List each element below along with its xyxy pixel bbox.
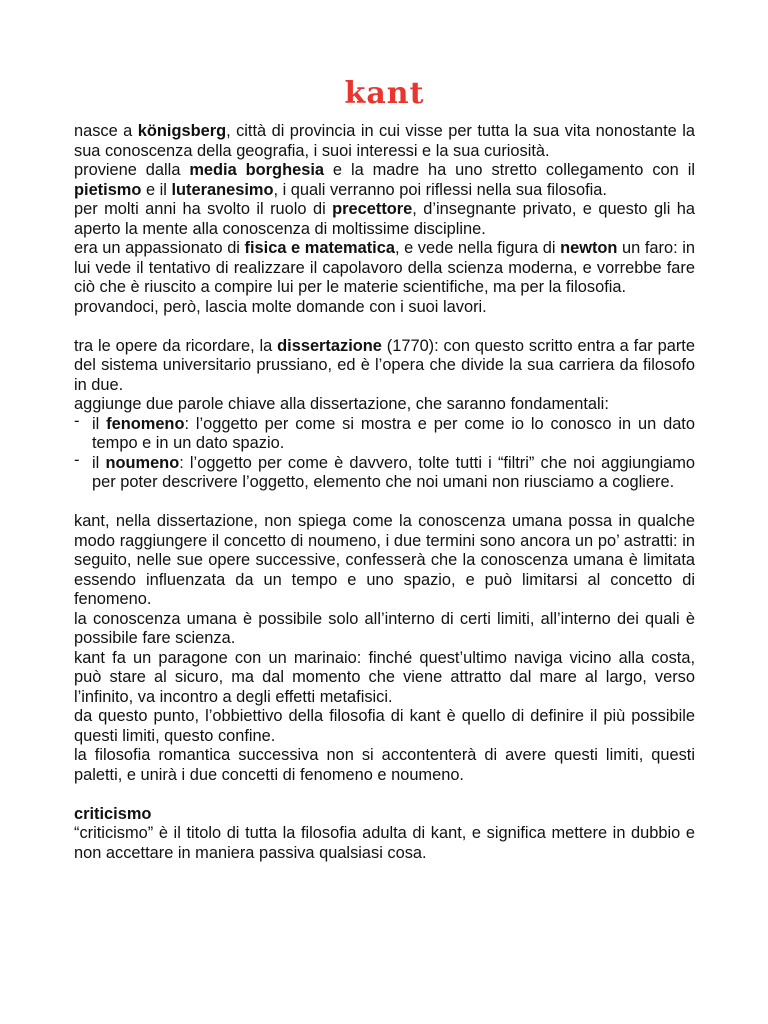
dash-bullet: -: [74, 411, 80, 430]
document-page: [74, 0, 695, 863]
keyword: noumeno: [105, 453, 180, 472]
paragraph-romantic: la filosofia romantica successiva non si accontenterà di avere questi limiti, questi paletti, e unirà i due concetti di fenomeno e noumeno.: [74, 746, 695, 784]
spacer: [74, 493, 695, 513]
keyword: pietismo: [74, 180, 142, 199]
spacer: [74, 785, 695, 805]
keyword: fenomeno: [106, 414, 185, 433]
document-title: kant: [344, 76, 425, 111]
list-item: - il fenomeno: l’oggetto per come si mostra e per come io lo conosco in un dato tempo e in un dato spazio.: [74, 411, 695, 452]
paragraph-sailor: kant fa un paragone con un marinaio: finché quest’ultimo naviga vicino alla costa, può stare al sicuro, ma dal momento che viene attratto dal mare al largo, verso l’infinito, va incontro a degli effetti metafisici.: [74, 648, 695, 706]
paragraph-birth: nasce a königsberg, città di provincia in cui visse per tutta la sua vita nonostante la sua conoscenza della geografia, i suoi interessi e la sua curiosità.: [74, 122, 695, 160]
keyword: newton: [560, 239, 618, 257]
spacer: [74, 317, 695, 337]
keyword-list: [74, 411, 696, 493]
keyword: precettore: [332, 200, 413, 218]
dash-bullet: -: [74, 450, 80, 469]
paragraph-origins: proviene dalla media borghesia e la madre ha uno stretto collegamento con il pietismo e il luteranesimo, i quali verranno poi riflessi nella sua filosofia.: [74, 161, 695, 199]
paragraph-tutor: per molti anni ha svolto il ruolo di precettore, d’insegnante privato, e questo gli ha aperto la mente alla conoscenza di moltissime discipline.: [74, 200, 695, 238]
paragraph-science: era un appassionato di fisica e matematica, e vede nella figura di newton un faro: in lui vede il tentativo di realizzare il capolavoro della scienza moderna, e vorrebbe fare ciò che è riuscito a compire lui per le materie scientifiche, ma per la filosofia.: [74, 239, 695, 296]
keyword: königsberg: [137, 122, 227, 140]
keyword: media borghesia: [189, 161, 324, 179]
paragraph-objective: da questo punto, l’obbiettivo della filosofia di kant è quello di definire il più possibile questi limiti, questo confine.: [74, 707, 695, 745]
keyword: luteranesimo: [171, 180, 274, 199]
section-heading: criticismo: [74, 804, 152, 823]
paragraph-noumeno: kant, nella dissertazione, non spiega come la conoscenza umana possa in qualche modo raggiungere il concetto di noumeno, i due termini sono ancora un po’ astratti: in seguito, nelle sue opere successive, confesserà che la conoscenza umana è limitata essendo influenzata da un tempo e uno spazio, e può limitarsi al concetto di fenomeno.: [74, 512, 695, 608]
paragraph-dissertation: tra le opere da ricordare, la dissertazione (1770): con questo scritto entra a far parte del sistema universitario prussiano, ed è l’opera che divide la sua carriera da filosofo in due.: [74, 336, 695, 394]
keyword: fisica e matematica: [244, 239, 395, 257]
paragraph-keywords-intro: aggiunge due parole chiave alla dissertazione, che saranno fondamentali:: [74, 395, 609, 413]
paragraph-limits: la conoscenza umana è possibile solo all’interno di certi limiti, all’interno dei quali è possibile fare scienza.: [74, 609, 695, 647]
list-item: - il noumeno: l’oggetto per come è davvero, tolte tutti i “filtri” che noi aggiungiamo per poter descrivere l’oggetto, elemento che noi umani non riusciamo a cogliere.: [74, 450, 696, 491]
paragraph-questions: provandoci, però, lascia molte domande con i suoi lavori.: [74, 297, 487, 316]
paragraph-criticism: “criticismo” è il titolo di tutta la filosofia adulta di kant, e significa mettere in dubbio e non accettare in maniera passiva qualsiasi cosa.: [74, 824, 695, 862]
keyword: dissertazione: [277, 336, 382, 355]
